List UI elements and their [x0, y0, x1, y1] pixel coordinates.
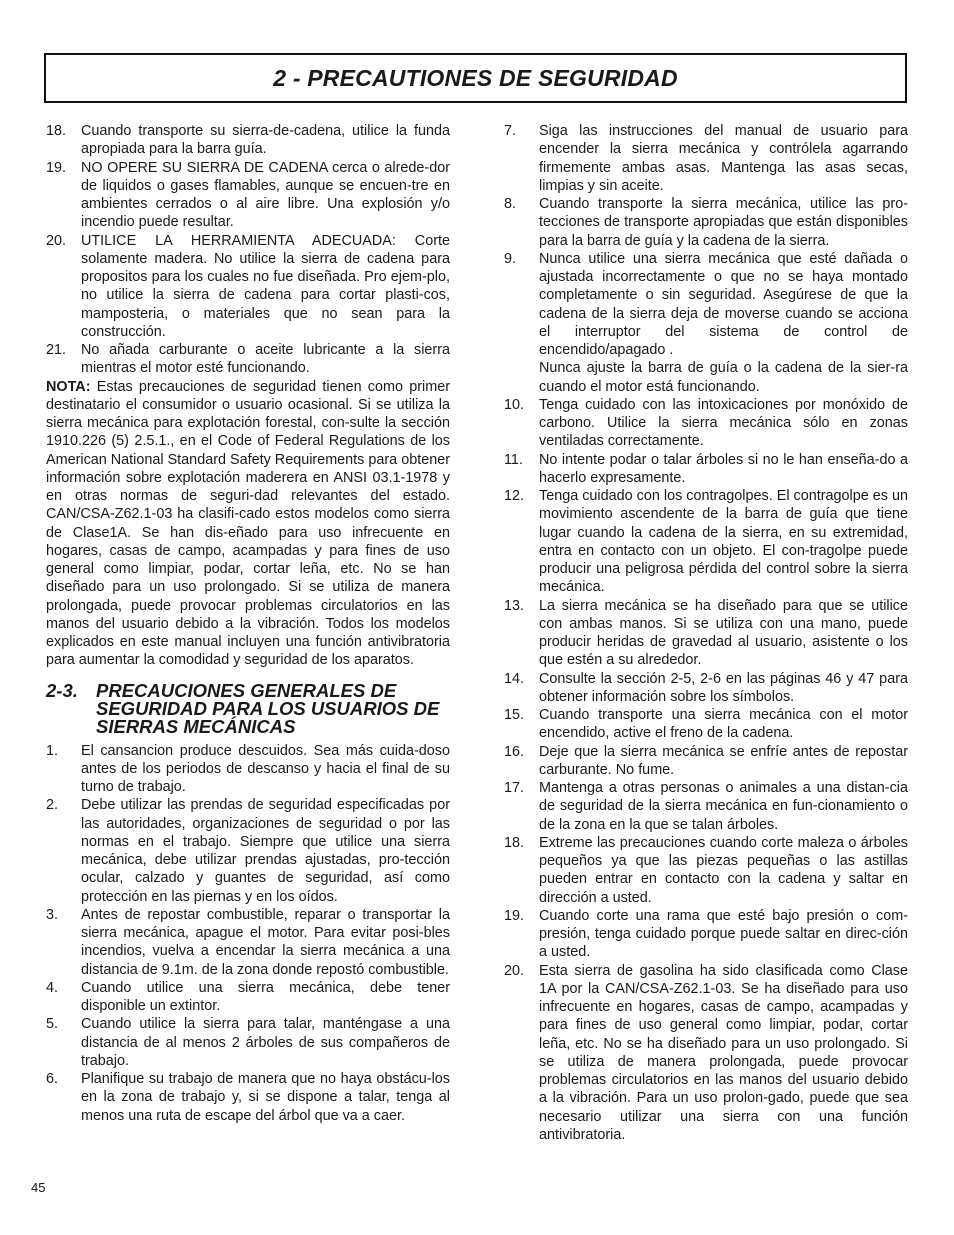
list-item	[504, 597, 908, 670]
list-item	[46, 159, 450, 232]
list-item	[46, 979, 450, 1016]
left-column	[46, 122, 450, 1125]
section-heading	[46, 679, 450, 737]
item-text: Siga las instrucciones del manual de usuario para encender la sierra mecánica y contrólela agarrando firmemente ambas asas. Mantenga las asas secas, limpias y sin aceite.	[539, 123, 908, 194]
item-number: 1.	[46, 742, 59, 759]
list-item	[504, 122, 908, 195]
item-number: 4.	[46, 979, 59, 996]
item-text: Planifique su trabajo de manera que no haya obstácu-los en la zona de trabajo y, si se dispone a talar, tenga al menos una ruta de escape del árbol que va a caer.	[81, 1071, 450, 1124]
list-item	[504, 670, 908, 707]
list-item	[504, 195, 908, 250]
list-item	[46, 232, 450, 342]
list-item	[46, 1015, 450, 1070]
item-number: 5.	[46, 1016, 59, 1033]
right-list	[504, 122, 908, 1144]
page-number: 45	[31, 1180, 46, 1195]
item-text: No intente podar o talar árboles si no le han enseña-do a hacerlo expresamente.	[539, 451, 908, 486]
item-number: 3.	[46, 906, 59, 923]
item-number: 9.	[504, 250, 517, 267]
list-item	[46, 796, 450, 906]
list-item	[46, 742, 450, 797]
item-number: 11.	[504, 451, 523, 468]
item-text: Consulte la sección 2-5, 2-6 en las páginas 46 y 47 para obtener información sobre los símbolos.	[539, 670, 908, 705]
item-extra-text: Nunca ajuste la barra de guía o la cadena de la sier-ra cuando el motor está funcionando.	[539, 360, 908, 395]
list-item	[504, 706, 908, 743]
list-item	[46, 122, 450, 159]
item-number: 15.	[504, 707, 525, 723]
item-text: Tenga cuidado con las intoxicaciones por monóxido de carbono. Utilice la sierra mecánica sólo en zonas ventiladas correctamente.	[539, 396, 908, 450]
nota-text: Estas precauciones de seguridad tienen como primer destinatario el consumidor o usuario ocasional. Si se utiliza la sierra mecánica para explotación forestal, con-sulte la sección 1910.226 (5) 2.5.1., en el Code of Federal Regulations de los American National Standard Safety Requirements para obtener información sobre explotación maderera en ANSI 03.1-1978 y en otras normas de seguri-dad relevantes del estado. CAN/CSA-Z62.1-03 ha clasifi-cado estos modelos como sierra de Clase1A. Se han dis-eñado para uso infrecuente en hogares, casas de campo, acampadas y para fines de uso general como limpiar, podar, cortar leña, etc. No se han diseñado para un uso prolongado. Si se utiliza de manera prolongada, puede provocar problemas circulatorios en las manos del usuario debido a la vibración. Todos los modelos explicados en este manual incluyen una función antivibratoria para aumentar la comodidad y seguridad de los aparatos.	[46, 378, 450, 669]
item-number: 19.	[504, 907, 525, 924]
nota-label: NOTA:	[46, 378, 91, 395]
item-number: 14.	[504, 670, 525, 687]
item-number: 8.	[504, 196, 517, 212]
list-item	[504, 962, 908, 1145]
list-item	[504, 779, 908, 834]
item-number: 2.	[46, 797, 59, 814]
item-number: 19.	[46, 159, 67, 176]
nota-paragraph	[46, 378, 450, 670]
section-list	[46, 742, 450, 1125]
item-text: Tenga cuidado con los contragolpes. El contragolpe es un movimiento ascendente de la barra de guía que tiene lugar cuando la cadena de la sierra, en su extremidad, entra en contacto con un objeto. El con-tragolpe puede producir una peligrosa pérdida del control sobre la sierra mecánica.	[539, 488, 908, 596]
item-number: 16.	[504, 743, 525, 760]
item-text: La sierra mecánica se ha diseñado para que se utilice con ambas manos. Si se utiliza con una mano, puede producir heridas de gravedad al usuario, asistente o los que estén a su alrededor.	[539, 597, 908, 669]
item-number: 6.	[46, 1071, 59, 1087]
list-item	[504, 743, 908, 780]
item-text: Cuando transporte la sierra mecánica, utilice las pro-tecciones de transporte apropiadas que están disponibles para la barra de guía y la cadena de la sierra.	[539, 196, 908, 249]
list-item	[46, 906, 450, 979]
item-text: Extreme las precauciones cuando corte maleza o árboles pequeños ya que las piezas pequeñas o las astillas pueden entrar en contacto con la cadena y saltar en dirección a usted.	[539, 834, 908, 906]
item-number: 13.	[504, 597, 525, 614]
item-text: Cuando utilice la sierra para talar, manténgase a una distancia de al menos 2 árboles de sus compañeros de trabajo.	[81, 1016, 450, 1069]
item-number: 18.	[46, 123, 67, 139]
item-text: Cuando corte una rama que esté bajo presión o com-presión, tenga cuidado porque puede saltar en direc-ción a usted.	[539, 907, 908, 961]
item-number: 12.	[504, 488, 525, 504]
list-item	[504, 250, 908, 396]
item-text: Cuando utilice una sierra mecánica, debe tener disponible un extintor.	[81, 979, 450, 1014]
list-item	[504, 834, 908, 907]
section-title: PRECAUCIONES GENERALES DE SEGURIDAD PARA LOS USUARIOS DE SIERRAS MECÁNICAS	[96, 679, 440, 737]
left-list	[46, 122, 450, 378]
item-text: Cuando transporte su sierra-de-cadena, utilice la funda apropiada para la barra guía.	[81, 123, 450, 158]
section-number: 2-3.	[46, 679, 78, 701]
item-text: Nunca utilice una sierra mecánica que esté dañada o ajustada incorrectamente o que no se haya montado completamente o sin seguridad. Asegúrese de que la cadena de la sierra deja de moverse cuando se acciona el interruptor del sistema de control de encendido/apagado .	[539, 250, 908, 358]
item-number: 20.	[504, 962, 525, 979]
item-text: Cuando transporte una sierra mecánica con el motor encendido, active el freno de la cadena.	[539, 707, 908, 742]
item-text: Antes de repostar combustible, reparar o transportar la sierra mecánica, apague el motor. Para evitar posi-bles incendios, vuelva a encendar la sierra mecánica a una distancia de 9.1m. de la zona donde repostó combustible.	[81, 906, 450, 978]
list-item	[46, 1070, 450, 1125]
item-number: 10.	[504, 396, 525, 413]
item-text: El cansancion produce descuidos. Sea más cuida-doso antes de los periodos de descanso y hacia el final de su turno de trabajo.	[81, 742, 450, 795]
item-number: 17.	[504, 780, 525, 796]
item-text: Esta sierra de gasolina ha sido clasificada como Clase 1A por la CAN/CSA-Z62.1-03. Se ha diseñado para uso infrecuente en hogares, casas de campo, acampadas y para fines de uso general como limpiar, podar, cortar leña, etc. No se ha diseñado para un uso prolongado. Si se utiliza de manera prolongada, puede provocar problemas circulatorios en las manos del usuario debido a la vibración. Para un uso prolon-gado, puede que sea necesario utilizar una sierra con una función antivibratoria.	[539, 962, 908, 1143]
item-text: Deje que la sierra mecánica se enfríe antes de repostar carburante. No fume.	[539, 743, 908, 778]
item-number: 21.	[46, 342, 67, 358]
item-number: 20.	[46, 232, 67, 249]
item-text: Mantenga a otras personas o animales a una distan-cia de seguridad de la sierra mecánica en fun-cionamiento o de la zona en la que se talan árboles.	[539, 780, 908, 833]
item-number: 18.	[504, 834, 525, 851]
page-title: 2 - PRECAUTIONES DE SEGURIDAD	[273, 64, 678, 91]
right-column	[504, 122, 908, 1144]
item-text: No añada carburante o aceite lubricante a la sierra mientras el motor esté funcionando.	[81, 342, 450, 377]
item-number: 7.	[504, 123, 517, 139]
list-item	[46, 341, 450, 378]
item-text: NO OPERE SU SIERRA DE CADENA cerca o alrede-dor de liquidos o gases flamables, aunque se encuen-tre en ambientes cerrados o al aire libre. Una explosión y/o incendio puede resultar.	[81, 159, 450, 231]
item-text: UTILICE LA HERRAMIENTA ADECUADA: Corte solamente madera. No utilice la sierra de cadena para propositos para los cuales no fue diseñada. Pro ejem-plo, no utilice la sierra de cadena para cortar plasti-cos, mamposteria, o materiales que no sean para la construcción.	[81, 232, 450, 340]
list-item	[504, 487, 908, 597]
page-header-box	[44, 53, 907, 103]
list-item	[504, 451, 908, 488]
list-item	[504, 396, 908, 451]
item-text: Debe utilizar las prendas de seguridad especificadas por las autoridades, organizaciones de seguridad o por las normas en el trabajo. Siempre que utilice una sierra mecánica, debe utilizar prendas ajustadas, pro-tección ocular, calzado y guantes de seguridad, así como protección en las piernas y en los oídos.	[81, 797, 450, 905]
list-item	[504, 907, 908, 962]
